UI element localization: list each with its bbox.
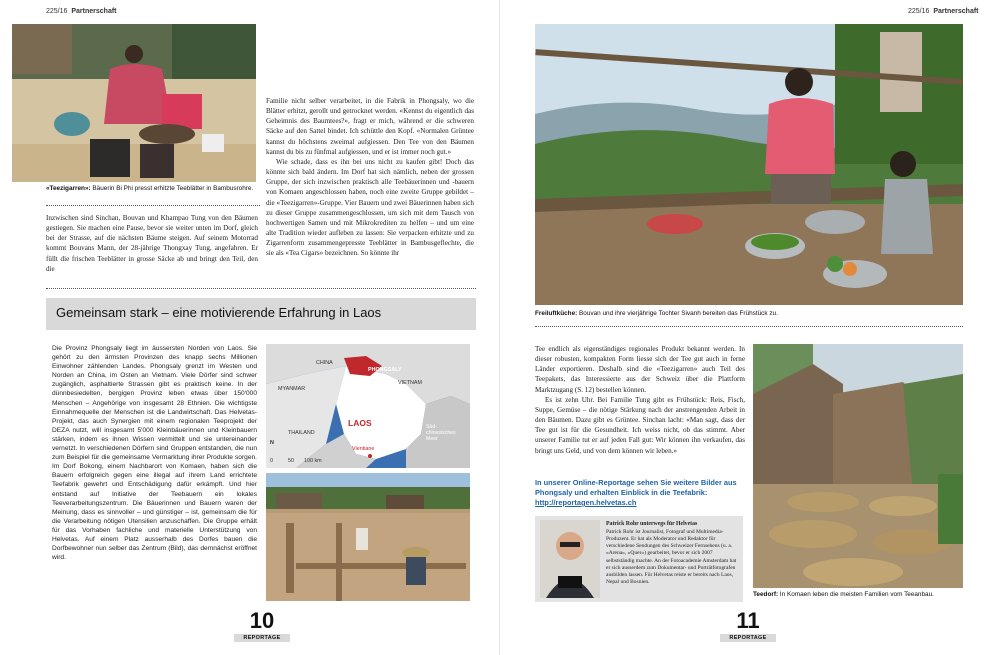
- map-scale-50: 50: [288, 458, 294, 464]
- body-paragraph: Tee endlich als eigenständiges regionales Produkt bekannt werden. In dieser robusten, kompakten Form liesse sich der Tee gut auch in ferne Länder exportieren. Deshalb sind die «Teezigarren» auch Teil des Teepakets, das Interessierte aus der Schweiz über die Plattform Marktzugang (S. 12) bestellen können.: [535, 345, 745, 394]
- caption-text: In Komaen leben die meisten Familien vom Teeanbau.: [778, 591, 934, 598]
- caption-tea-cigars: [46, 185, 266, 194]
- page-section-label: REPORTAGE: [720, 634, 776, 642]
- author-portrait: [540, 520, 600, 598]
- page-number-left: [234, 610, 290, 642]
- author-title: Patrick Rohr unterwegs für Helvetas: [606, 521, 698, 527]
- page-number-right: [720, 610, 776, 642]
- running-head-section: Partnerschaft: [933, 8, 979, 15]
- photo-tea-cigars: [12, 24, 256, 182]
- caption-tea-village: [753, 591, 963, 600]
- map-scale-100: 100 km: [304, 458, 322, 464]
- caption-lead: Teedorf:: [753, 591, 779, 598]
- box-top-dots: [46, 288, 476, 289]
- divider-dots: [46, 205, 260, 206]
- online-reportage-link[interactable]: http://reportagen.helvetas.ch: [535, 497, 637, 507]
- north-arrow-icon: N: [270, 440, 274, 446]
- running-head-number: 225/16: [908, 8, 930, 15]
- running-head-right: [908, 8, 979, 15]
- map-scale-0: 0: [270, 458, 273, 464]
- caption-text: Bäuerin Bi Phi presst erhitzte Teeblätter in Bambusrohre.: [90, 185, 254, 192]
- box-title-bar: [46, 298, 476, 330]
- author-bio: [606, 521, 740, 587]
- divider-dots: [535, 326, 963, 327]
- page-number: 11: [736, 608, 760, 633]
- map-label-sea: Süd- chinesisches Meer: [426, 424, 456, 443]
- box-text: [52, 344, 257, 562]
- page-number: 10: [249, 608, 275, 633]
- body-column-2: [266, 96, 474, 259]
- page-section-label: REPORTAGE: [234, 634, 290, 642]
- map-label-thailand: THAILAND: [288, 430, 315, 436]
- body-column-right: [535, 344, 745, 456]
- running-head-left: [46, 8, 117, 15]
- caption-lead: «Teezigarren»:: [46, 185, 91, 192]
- running-head-section: Partnerschaft: [71, 8, 117, 15]
- body-column-1: [46, 213, 258, 274]
- running-head-number: 225/16: [46, 8, 68, 15]
- body-paragraph: Wie schade, dass es ihn bei uns nicht zu kaufen gibt! Doch das könnte sich bald ändern. Im Dorf hat sich nämlich, neben der grossen Gruppe, der sich inzwischen praktisch alle Teebäuerinnen und -bauern von Komaen angeschlossen haben, noch eine zweite Gruppe gebildet – die «Teezigarren»-Gruppe. Vier Bauern und zwei Bäuerinnen haben sich zu dieser Gruppe zusammengeschlossen, um sich mit dem Tausch von hochwertigen Samen und mit Mikrokrediten zu helfen – und um eine alte Tradition wieder aufleben zu lassen: Sie verpacken erhitzte und zu Zigarrenform zusammengepresste Teeblätter in Bambusgeflechte, die sie als «Tea Cigars» bezeichnen. So könnte ihr: [266, 157, 474, 258]
- body-paragraph: Familie nicht selber verarbeitet, in die Fabrik in Phongsaly, wo die Blätter erhitzt, gerollt und getrocknet werden. «Kennst du eigentlich das Geheimnis des Baumtees?», fragt er mich, während er die schweren Säcke auf den Sattel bindet. Ich schüttle den Kopf. «Normalen Grüntee kannst du höchstens zweimal aufgiessen. Den Tee von den Bäumen kannst du bis zu fünfmal aufgiessen, und er ist immer noch gut.»: [266, 97, 474, 156]
- online-reportage-note: [535, 478, 745, 508]
- caption-open-air-kitchen: [535, 310, 955, 319]
- map-label-vientiane: Vientiane: [352, 446, 375, 452]
- author-text: Patrick Rohr ist Journalist, Fotograf und Multimedia-Produzent. Er hat als Moderator und Redaktor für verschiedene Sendungen des Schweizer Fernsehens (u. a. «Arena», «Quer») gearbeitet, bevor er sich 2007 selbstständig machte. An der Fotoacademie Amsterdam hat er sich ausserdem zum Dokumentar- und Porträtfotografen ausbilden lassen. Für Helvetas reiste er bereits nach Laos, Nepal und Bosnien.: [606, 528, 737, 586]
- map-label-myanmar: MYANMAR: [278, 386, 306, 392]
- box-paragraph: Die Provinz Phongsaly liegt im äussersten Norden von Laos. Sie gehört zu den ärmsten Provinzen des knapp sechs Millionen Einwohner zählenden Landes. Phongsaly grenzt im Westen und Norden an China, im Osten an Vietnam. Viele Dörfer sind schwer zugänglich, asphaltierte Strassen gibt es praktisch keine. In der dünnbesiedelten, bergigen Provinz leben etwas über 150'000 Menschen – Angehörige von insgesamt 28 Ethnien. Die wichtigste Einnahmequelle der Menschen ist die Landwirtschaft. Das Helvetas-Projekt, das auch Synergien mit einem regionalen Teeprojekt der DEZA nutzt, will insgesamt 5'000 Kleinbäuerinnen und Kleinbauern stärken, indem es ihnen Wissen vermittelt und sie untereinander vernetzt. In verschiedenen Dörfern sind Gruppen entstanden, die nun zum Beispiel für die gemeinsame Vermarktung ihrer Produkte sorgen. Im Dorf Bokong, einem Nachbarort von Komaen, haben sich die Bauern erfolgreich gegen eine illegal auf ihrem Land errichtete Teefabrik gewehrt und Entschädigung dafür erkämpft. Und hier entstand auf Initiative der Teebauern ein lokales Teeverarbeitungszentrum. Die Bäuerinnen und Bauern waren der Meinung, dass es sinnvoller – und günstiger – ist, gemeinsam die für die Verarbeitung nötigen Utensilien anzuschaffen. Die Gruppe erhält für das Vorhaben fachliche und materielle Unterstützung von Helvetas. Auf einem Platz ausserhalb des Dorfes bauen die Dorfbewohner nun selber das Zentrum (Bild), das demnächst eröffnet wird.: [52, 345, 257, 562]
- caption-text: Bouvan und ihre vierjährige Tochter Sivanh bereiten das Frühstück zu.: [577, 310, 778, 317]
- caption-lead: Freiluftküche:: [535, 310, 578, 317]
- map-label-laos: LAOS: [348, 418, 372, 428]
- photo-open-air-kitchen: [535, 24, 963, 305]
- photo-tea-village: [753, 344, 963, 588]
- body-paragraph: Es ist zehn Uhr. Bei Familie Tung gibt es Frühstück: Reis, Fisch, Suppe, Gemüse – die nötige Stärkung nach der anstrengenden Arbeit in den Bäumen. Dazu gibt es Grüntee. Sinchan lacht: «Man sagt, dass der Tee gut ist für die Gesundheit. Ich weiss nicht, ob das stimmt. Aber unserer Familie tut er auf jeden Fall gut: Wir können ihn verkaufen, das bringt uns Geld, und von dem können wir leben.»: [535, 395, 745, 455]
- body-paragraph: Inzwischen sind Sinchan, Bouvan und Khampao Tung von den Bäumen gestiegen. Sie machen eine Pause, bevor sie weiter unten im Dorf, gleich bei der Strasse, auf die nächsten Bäume steigen. Auf seinem Motorrad kommt Bouvans Mann, der 28-jährige Thongxay Tung, angefahren. Er füllt die frischen Teeblätter in grosse Säcke ab und bringt den Teil, den die: [46, 214, 258, 273]
- map-label-china: CHINA: [316, 360, 333, 366]
- map-label-phongsaly: PHONGSALY: [368, 367, 402, 373]
- map-label-vietnam: VIETNAM: [398, 380, 422, 386]
- photo-construction: [266, 473, 470, 601]
- online-text: In unserer Online-Reportage sehen Sie weitere Bilder aus Phongsaly und erhalten Einblick in die Teefabrik:: [535, 478, 737, 497]
- box-title: Gemeinsam stark – eine motivierende Erfahrung in Laos: [56, 305, 382, 320]
- laos-map: [266, 344, 470, 468]
